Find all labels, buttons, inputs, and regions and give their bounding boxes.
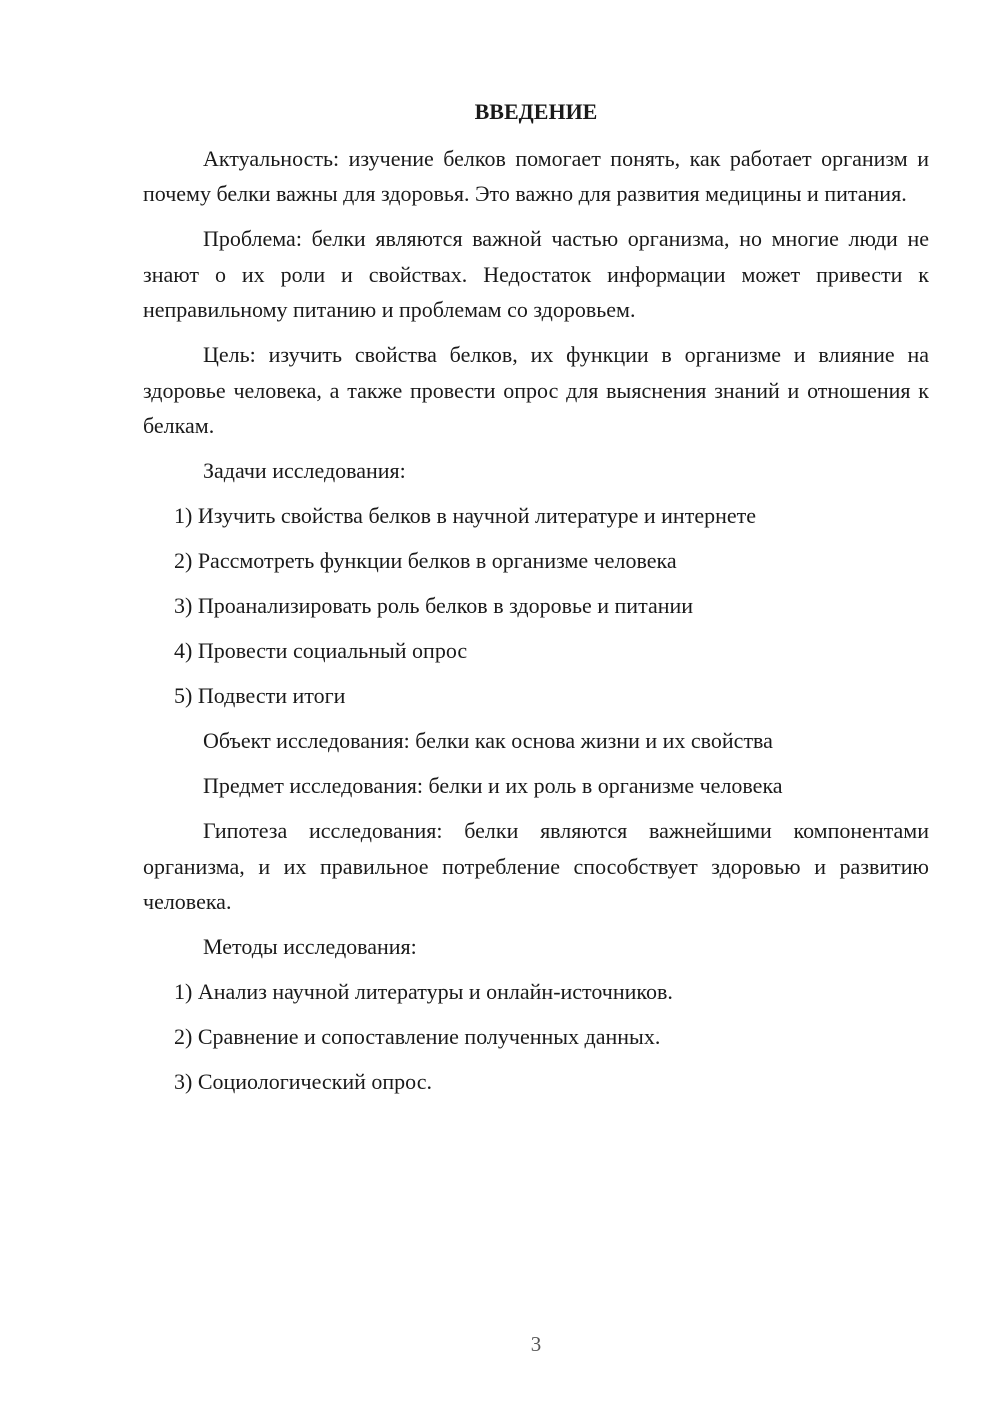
task-item-5: 5) Подвести итоги — [174, 683, 346, 708]
task-item-2: 2) Рассмотреть функции белков в организме человека — [174, 548, 677, 573]
page-title: ВВЕДЕНИЕ — [474, 99, 598, 124]
method-item-2: 2) Сравнение и сопоставление полученных данных. — [174, 1024, 661, 1049]
tasks-label: Задачи исследования: — [203, 458, 406, 483]
subject-paragraph: Предмет исследования: белки и их роль в организме человека — [203, 773, 783, 798]
relevance-paragraph: Актуальность: изучение белков помогает понять, как работает организм и почему белки важны для здоровья. Это важно для развития медицины и питания. — [143, 145, 929, 206]
methods-label: Методы исследования: — [203, 934, 417, 959]
goal-paragraph: Цель: изучить свойства белков, их функции в организме и влияние на здоровье человека, а также провести опрос для выяснения знаний и отношения к белкам. — [143, 342, 929, 438]
document-page — [143, 94, 929, 1109]
method-item-3: 3) Социологический опрос. — [174, 1069, 432, 1094]
task-item-4: 4) Провести социальный опрос — [174, 638, 468, 663]
task-item-3: 3) Проанализировать роль белков в здоровье и питании — [174, 593, 694, 618]
page-number: 3 — [530, 1332, 542, 1356]
method-item-1: 1) Анализ научной литературы и онлайн-источников. — [174, 979, 673, 1004]
problem-paragraph: Проблема: белки являются важной частью организма, но многие люди не знают о их роли и свойствах. Недостаток информации может привести к неправильному питанию и проблемам со здоровьем. — [143, 226, 929, 322]
task-item-1: 1) Изучить свойства белков в научной литературе и интернете — [174, 503, 757, 528]
hypothesis-paragraph: Гипотеза исследования: белки являются важнейшими компонентами организма, и их правильное потребление способствует здоровью и развитию человека. — [143, 818, 929, 914]
object-paragraph: Объект исследования: белки как основа жизни и их свойства — [203, 728, 773, 753]
